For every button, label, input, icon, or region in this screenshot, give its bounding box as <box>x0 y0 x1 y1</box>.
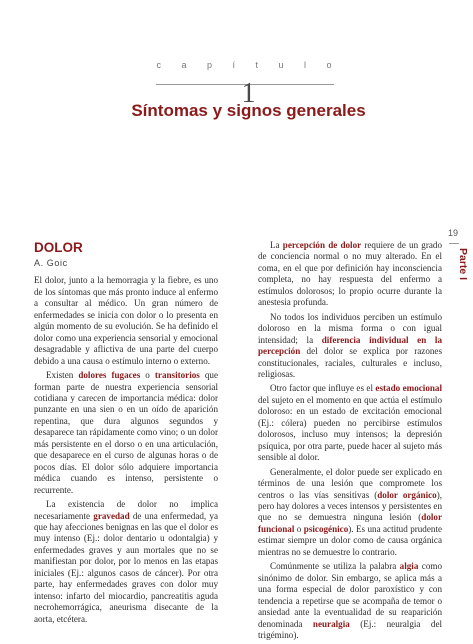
key-term: estado emocional <box>375 383 442 394</box>
paragraph: Comúnmente se utiliza la palabra algia como sinónimo de dolor. Sin embargo, se aplica más a una forma especial de dolor paroxístico y con tendencia a repetirse que se acompaña de temor o ansiedad ante la eventualidad de su reaparición denominada neuralgia (Ej.: neuralgia del trigémino). <box>258 561 443 640</box>
section-heading: DOLOR <box>34 240 83 255</box>
chapter-label: c a p í t u l o <box>156 60 341 70</box>
paragraph: La existencia de dolor no implica necesariamente gravedad de una enfermedad, ya que hay afecciones benignas en las que el dolor es muy intenso (Ej.: dolor dentario u odontalgia) y enfermedades graves y aun mortales que no se manifiestan por dolor, por lo menos en las etapas iniciales (Ej.: algunos casos de cáncer). Por otra parte, hay enfermedades graves con dolor muy intenso: infarto del miocardio, pancreatitis aguda necrohemorrágica, aneurisma disecante de la aorta, etcétera. <box>34 499 218 624</box>
paragraph: No todos los individuos perciben un estímulo doloroso en la misma forma o con igual intensidad; la diferencia individual en la percepción del dolor se explica por razones constitucionales, raciales, culturales e incluso, religiosas. <box>258 311 442 379</box>
part-label <box>457 248 469 308</box>
page-number: 19 <box>448 228 459 238</box>
key-term: diferencia individual en la percepción <box>258 334 442 357</box>
key-term: psicogénico <box>303 523 349 534</box>
key-term: dolor orgánico <box>377 489 437 500</box>
page-number-rule <box>449 243 459 244</box>
paragraph: La percepción de dolor requiere de un grado de conciencia normal o no muy alterado. En el coma, en el que por definición hay inconsciencia completa, no hay respuesta del enfermo a estímulos dolorosos; lo propio ocurre durante la anestesia profunda. <box>258 240 442 308</box>
paragraph: El dolor, junto a la hemorragia y la fiebre, es uno de los síntomas que más pronto induce al enfermo a consultar al médico. Un gran número de enfermedades se inicia con dolor o lo presenta en algún momento de su evolución. Se ha definido el dolor como una experiencia sensorial y emocional desagradable y aflictiva de una parte del cuerpo debido a una causa o estímulo interno o externo. <box>34 275 218 366</box>
key-term: algia <box>399 561 419 572</box>
key-term: neuralgia <box>312 618 350 629</box>
section-author: A. Goic <box>34 258 68 268</box>
chapter-title: Síntomas y signos generales <box>131 101 366 120</box>
key-term: dolores fugaces <box>78 370 141 381</box>
key-term: percepción de dolor <box>282 240 362 250</box>
key-term: dolor funcional <box>258 512 442 534</box>
key-term: gravedad <box>93 510 130 521</box>
key-term: transitorios <box>154 370 200 381</box>
right-column <box>258 240 442 644</box>
part-label-text: Parte I <box>457 248 469 281</box>
paragraph: Otro factor que influye es el estado emocional del sujeto en el momento en que actúa el estímulo doloroso: en un estado de excitación emocional (Ej.: cólera) pueden no percibirse estímulos dolorosos, incluso muy intensos; la depresión psíquica, por otra parte, puede hacer al sujeto más sensible al dolor. <box>258 383 442 463</box>
paragraph: Existen dolores fugaces o transitorios que forman parte de nuestra experiencia sensorial cotidiana y carecen de importancia médica: dolor punzante en una sien o en un oído de aparición repentina, que dura algunos segundos y desaparece tan rápidamente como vino; o un dolor más persistente en el dorso o en una articulación, que desaparece en el curso de algunas horas o de pocos días. El dolor sólo adquiere importancia médica cuando es intenso, persistente o recurrente. <box>34 370 219 495</box>
chapter-number: 1 <box>241 78 256 109</box>
left-column <box>34 240 218 628</box>
paragraph: Generalmente, el dolor puede ser explicado en términos de una lesión que compromete los centros o las vías sensitivas (dolor orgánico), pero hay dolores a veces intensos y persistentes en que no se demuestra ninguna lesión (dolor funcional o psicogénico). Es una actitud prudente estimar siempre un dolor como de causa orgánica mientras no se demuestre lo contrario. <box>258 466 443 557</box>
